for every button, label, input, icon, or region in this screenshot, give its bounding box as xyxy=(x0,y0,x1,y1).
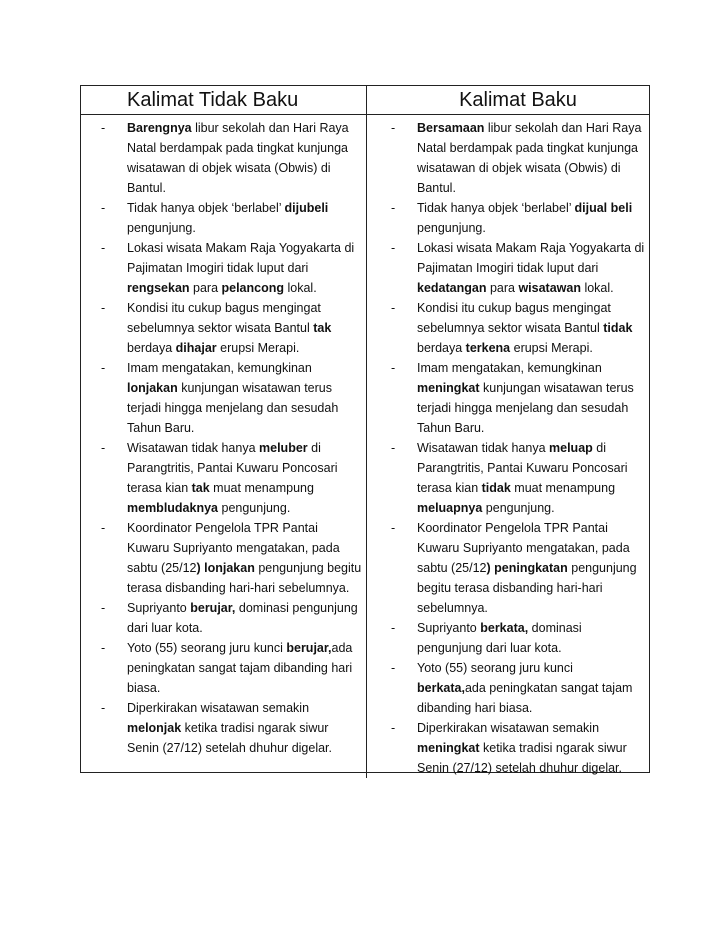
bold-term: berujar, xyxy=(190,601,236,615)
item-text: erupsi Merapi. xyxy=(510,341,593,355)
bold-term: ) lonjakan xyxy=(196,561,255,575)
bold-term: dijual beli xyxy=(574,201,633,215)
item-text: Lokasi wisata Makam Raja Yogyakarta di Pajimatan Imogiri tidak luput dari xyxy=(417,241,645,275)
bold-term: dijubeli xyxy=(284,201,329,215)
bold-term: meningkat xyxy=(417,381,480,395)
bullet-dash: - xyxy=(391,241,396,255)
item-text: ketika tradisi ngarak siwur Senin (27/12) setelah dhuhur digelar. xyxy=(127,721,333,755)
item-text: libur sekolah dan Hari Raya Natal berdampak pada tingkat kunjunga wisatawan di objek wisata (Obwis) di Bantul. xyxy=(127,121,349,195)
list-tidak-baku xyxy=(81,118,366,758)
item-text: Imam mengatakan, kemungkinan xyxy=(127,361,312,375)
list-item xyxy=(367,198,649,238)
bullet-dash: - xyxy=(391,121,396,135)
bold-term: meluap xyxy=(549,441,593,455)
bold-term: wisatawan xyxy=(518,281,581,295)
item-text: erupsi Merapi. xyxy=(216,341,300,355)
bold-term: berkata, xyxy=(480,621,529,635)
list-item xyxy=(367,298,649,358)
item-text: Yoto (55) seorang juru kunci xyxy=(417,661,573,675)
list-item xyxy=(367,238,649,298)
list-item xyxy=(81,598,366,638)
header-baku: Kalimat Baku xyxy=(367,86,649,115)
item-text: pengunjung begitu terasa disbanding hari-hari sebelumnya. xyxy=(417,561,637,615)
item-text: Kondisi itu cukup bagus mengingat sebelumnya sektor wisata Bantul xyxy=(127,301,321,335)
item-text: Wisatawan tidak hanya xyxy=(127,441,260,455)
item-text: pengunjung. xyxy=(218,501,291,515)
list-item xyxy=(81,518,366,598)
bold-term: tidak xyxy=(603,321,633,335)
bullet-dash: - xyxy=(391,521,396,535)
item-text: dominasi pengunjung dari luar kota. xyxy=(417,621,582,655)
item-text: pengunjung. xyxy=(127,221,196,235)
list-item xyxy=(367,358,649,438)
list-item xyxy=(367,618,649,658)
bullet-dash: - xyxy=(101,201,106,215)
bold-term: pelancong xyxy=(221,281,285,295)
bold-term: kedatangan xyxy=(417,281,487,295)
comparison-table xyxy=(80,85,650,773)
list-item xyxy=(367,438,649,518)
bullet-dash: - xyxy=(391,621,396,635)
item-text: Lokasi wisata Makam Raja Yogyakarta di Pajimatan Imogiri tidak luput dari xyxy=(127,241,355,275)
bullet-dash: - xyxy=(101,641,106,655)
item-text: pengunjung begitu terasa disbanding hari-hari sebelumnya. xyxy=(127,561,362,595)
item-text: berdaya xyxy=(127,341,176,355)
list-item xyxy=(367,658,649,718)
item-text: Koordinator Pengelola TPR Pantai Kuwaru Supriyanto mengatakan, pada sabtu (25/12 xyxy=(127,521,340,575)
list-item xyxy=(81,118,366,198)
column-tidak-baku xyxy=(81,115,367,778)
bullet-dash: - xyxy=(391,661,396,675)
list-item xyxy=(367,518,649,618)
item-text: kunjungan wisatawan terus terjadi hingga menjelang dan sesudah Tahun Baru. xyxy=(127,381,339,435)
item-text: pengunjung. xyxy=(417,221,486,235)
bullet-dash: - xyxy=(101,701,106,715)
item-text: lokal. xyxy=(284,281,317,295)
bullet-dash: - xyxy=(101,121,106,135)
item-text: Supriyanto xyxy=(417,621,481,635)
item-text: Imam mengatakan, kemungkinan xyxy=(417,361,602,375)
item-text: Yoto (55) seorang juru kunci xyxy=(127,641,287,655)
list-item xyxy=(81,638,366,698)
bold-term: Barengnya xyxy=(127,121,192,135)
item-text: libur sekolah dan Hari Raya Natal berdampak pada tingkat kunjunga wisatawan di objek wisata (Obwis) di Bantul. xyxy=(417,121,642,195)
bold-term: meluapnya xyxy=(417,501,483,515)
list-item xyxy=(81,438,366,518)
header-tidak-baku: Kalimat Tidak Baku xyxy=(81,86,367,115)
bullet-dash: - xyxy=(391,721,396,735)
item-text: para xyxy=(486,281,519,295)
bold-term: meningkat xyxy=(417,741,480,755)
list-item xyxy=(367,718,649,778)
bullet-dash: - xyxy=(101,441,106,455)
item-text: Diperkirakan wisatawan semakin xyxy=(127,701,310,715)
bold-term: Bersamaan xyxy=(417,121,485,135)
bold-term: tak xyxy=(191,481,210,495)
bold-term: berujar, xyxy=(286,641,332,655)
item-text: Tidak hanya objek ‘berlabel’ xyxy=(127,201,285,215)
item-text: para xyxy=(189,281,222,295)
bold-term: berkata, xyxy=(417,681,465,695)
item-text: ada peningkatan sangat tajam dibanding hari biasa. xyxy=(127,641,353,695)
bold-term: melonjak xyxy=(127,721,182,735)
list-item xyxy=(81,198,366,238)
item-text: Diperkirakan wisatawan semakin xyxy=(417,721,600,735)
item-text: Tidak hanya objek ‘berlabel’ xyxy=(417,201,575,215)
item-text: ada peningkatan sangat tajam dibanding hari biasa. xyxy=(417,681,633,715)
item-text: di Parangtritis, Pantai Kuwaru Poncosari terasa kian xyxy=(417,441,628,495)
bold-term: rengsekan xyxy=(127,281,190,295)
list-item xyxy=(81,698,366,758)
item-text: kunjungan wisatawan terus terjadi hingga menjelang dan sesudah Tahun Baru. xyxy=(417,381,634,435)
bullet-dash: - xyxy=(101,241,106,255)
item-text: lokal. xyxy=(580,281,614,295)
bullet-dash: - xyxy=(391,201,396,215)
item-text: dominasi pengunjung dari luar kota. xyxy=(127,601,358,635)
bullet-dash: - xyxy=(101,361,106,375)
bullet-dash: - xyxy=(391,301,396,315)
item-text: di Parangtritis, Pantai Kuwaru Poncosari terasa kian xyxy=(127,441,338,495)
column-baku xyxy=(367,115,649,778)
list-item xyxy=(81,358,366,438)
bold-term: tidak xyxy=(481,481,511,495)
list-item xyxy=(367,118,649,198)
item-text: pengunjung. xyxy=(482,501,555,515)
item-text: muat menampung xyxy=(209,481,314,495)
bold-term: dihajar xyxy=(175,341,217,355)
item-text: Supriyanto xyxy=(127,601,191,615)
list-baku xyxy=(367,118,649,778)
item-text: ketika tradisi ngarak siwur Senin (27/12) setelah dhuhur digelar. xyxy=(417,741,627,775)
item-text: Wisatawan tidak hanya xyxy=(417,441,550,455)
bullet-dash: - xyxy=(391,441,396,455)
bold-term: tak xyxy=(313,321,332,335)
bold-term: meluber xyxy=(259,441,308,455)
bold-term: lonjakan xyxy=(127,381,178,395)
bold-term: terkena xyxy=(465,341,511,355)
item-text: berdaya xyxy=(417,341,466,355)
bullet-dash: - xyxy=(391,361,396,375)
list-item xyxy=(81,298,366,358)
bullet-dash: - xyxy=(101,521,106,535)
bold-term: ) peningkatan xyxy=(486,561,568,575)
bold-term: membludaknya xyxy=(127,501,219,515)
item-text: Kondisi itu cukup bagus mengingat sebelumnya sektor wisata Bantul xyxy=(417,301,611,335)
bullet-dash: - xyxy=(101,301,106,315)
list-item xyxy=(81,238,366,298)
item-text: muat menampung xyxy=(510,481,616,495)
bullet-dash: - xyxy=(101,601,106,615)
item-text: Koordinator Pengelola TPR Pantai Kuwaru Supriyanto mengatakan, pada sabtu (25/12 xyxy=(417,521,630,575)
